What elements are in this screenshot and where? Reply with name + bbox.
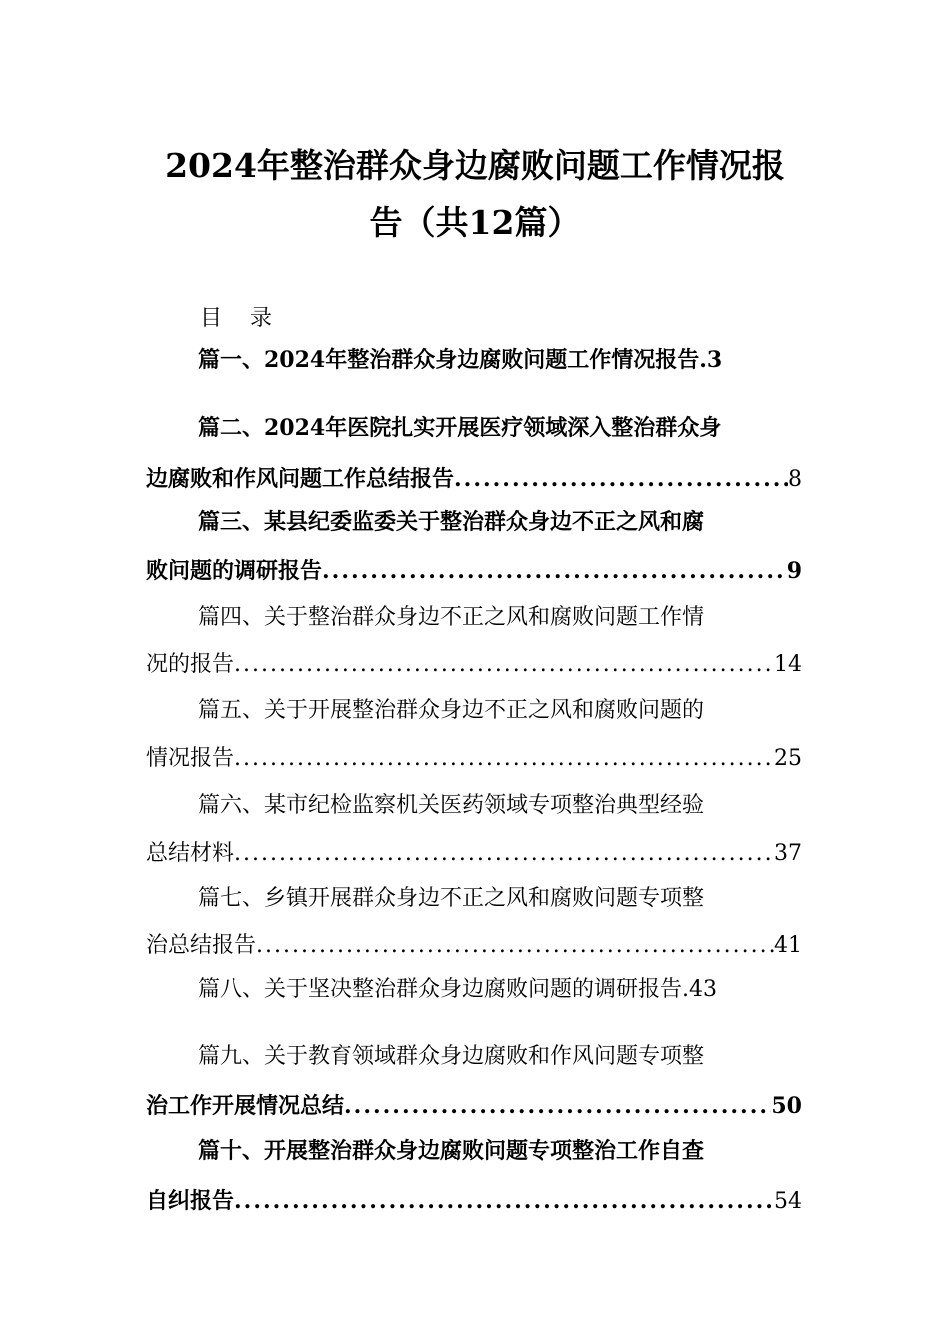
toc-heading: 目 录: [200, 306, 272, 331]
toc-entry-1[interactable]: 篇一、2024年整治群众身边腐败问题工作情况报告.3: [198, 347, 723, 373]
toc-entry-4-leader: [234, 648, 774, 682]
document-title-line-2: 告（共12篇）: [369, 203, 581, 242]
toc-entry-6-line-2[interactable]: [146, 837, 802, 871]
toc-entry-5-title-tail: 情况报告: [146, 746, 235, 771]
toc-entry-6-leader: [234, 837, 774, 871]
toc-entry-10-leader: [234, 1184, 774, 1218]
toc-entry-6-line-1[interactable]: 篇六、某市纪检监察机关医药领域专项整治典型经验: [198, 793, 705, 818]
toc-entry-5-line-1[interactable]: 篇五、关于开展整治群众身边不正之风和腐败问题的: [198, 698, 705, 723]
toc-entry-8[interactable]: 篇八、关于坚决整治群众身边腐败问题的调研报告.43: [198, 977, 717, 1002]
toc-entry-2-title-tail: 边腐败和作风问题工作总结报告: [146, 466, 455, 492]
toc-entry-3-leader: [322, 554, 787, 588]
toc-entry-7-title-tail: 治总结报告: [146, 933, 257, 958]
toc-entry-7-line-1[interactable]: 篇七、乡镇开展群众身边不正之风和腐败问题专项整: [198, 886, 705, 911]
toc-entry-9-leader: [344, 1089, 771, 1123]
toc-entry-3-line-2[interactable]: [146, 554, 802, 588]
toc-entry-9-line-1[interactable]: 篇九、关于教育领域群众身边腐败和作风问题专项整: [198, 1044, 705, 1069]
toc-entry-7-page-number: 41: [774, 933, 802, 958]
toc-entry-7-leader: [256, 929, 774, 963]
toc-entry-6-title-tail: 总结材料: [146, 841, 235, 866]
toc-entry-2-line-1[interactable]: 篇二、2024年医院扎实开展医疗领域深入整治群众身: [198, 415, 722, 441]
toc-entry-6-page-number: 37: [774, 841, 802, 866]
toc-entry-4-title-tail: 况的报告: [146, 652, 235, 677]
toc-entry-2-page-number: 8: [788, 467, 802, 492]
toc-entry-10-line-1[interactable]: 篇十、开展整治群众身边腐败问题专项整治工作自查: [198, 1138, 705, 1164]
toc-entry-10-page-number: 54: [774, 1189, 802, 1214]
toc-entry-4-page-number: 14: [774, 652, 802, 677]
toc-entry-9-line-2[interactable]: [146, 1089, 802, 1123]
toc-entry-5-leader: [234, 742, 774, 776]
document-title-line-1: 2024年整治群众身边腐败问题工作情况报: [165, 146, 785, 185]
toc-entry-7-line-2[interactable]: [146, 929, 802, 963]
toc-entry-3-title-tail: 败问题的调研报告: [146, 558, 323, 584]
toc-entry-5-line-2[interactable]: [146, 742, 802, 776]
toc-entry-10-title-tail: 自纠报告: [146, 1188, 235, 1214]
toc-entry-9-page-number: 50: [771, 1093, 802, 1119]
toc-entry-5-page-number: 25: [774, 746, 802, 771]
toc-entry-10-line-2[interactable]: [146, 1184, 802, 1219]
toc-entry-2-leader: [454, 462, 788, 496]
toc-entry-2-line-2[interactable]: [146, 462, 802, 497]
toc-entry-9-title-tail: 治工作开展情况总结: [146, 1093, 345, 1119]
toc-entry-3-line-1[interactable]: 篇三、某县纪委监委关于整治群众身边不正之风和腐: [198, 509, 705, 535]
toc-entry-3-page-number: 9: [786, 558, 802, 584]
toc-entry-4-line-1[interactable]: 篇四、关于整治群众身边不正之风和腐败问题工作情: [198, 605, 705, 630]
toc-entry-4-line-2[interactable]: [146, 648, 802, 682]
